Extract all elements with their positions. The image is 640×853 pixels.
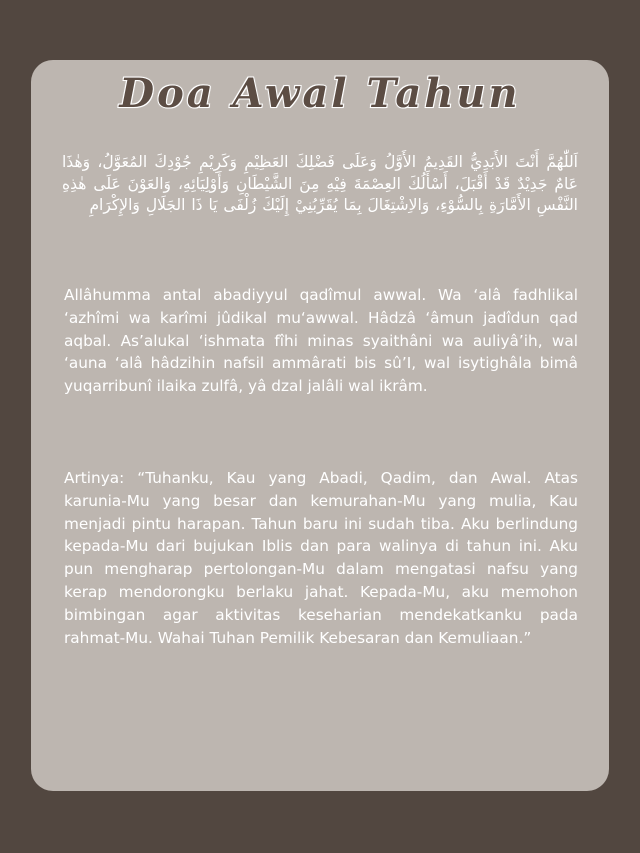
translation-paragraph: Artinya: “Tuhanku, Kau yang Abadi, Qadim, dan Awal. Atas karunia-Mu yang besar dan kemurahan-Mu yang mulia, Kau menjadi pintu harapan. Tahun baru ini sudah tiba. Aku berlindung kepada-Mu dari bujukan Iblis dan para walinya di tahun ini. Aku pun mengharap pertolongan-Mu dalam mengatasi nafsu yang kerap mendorongku berlaku jahat. Kepada-Mu, aku memohon bimbingan agar aktivitas keseharian mendekatkanku pada rahmat-Mu. Wahai Tuhan Pemilik Kebesaran dan Kemuliaan.” <box>64 469 578 647</box>
transliteration-paragraph: Allâhumma antal abadiyyul qadîmul awwal. Wa ‘alâ fadhlikal ‘azhîmi wa karîmi jûdikal mu‘awwal. Hâdzâ ‘âmun jadîdun qad aqbal. As’alukal ‘ishmata fîhi minas syaithâni wa auliyâ’ih, wal ‘auna ‘alâ hâdzihin nafsil ammârati bis sû’I, wal isytighâla bimâ yuqarribunî ilaika zulfâ, yâ dzal jalâli wal ikrâm. <box>64 286 578 396</box>
page-title: Doa Awal Tahun <box>119 70 521 117</box>
arabic-prayer-text: اَللّٰهُمَّ أَنْتَ الأَبَدِيُّ القَدِيمُ الأَوَّلُ وَعَلَى فَضْلِكَ العَظِيْمِ وَكَرِيْمِ جُوْدِكَ المُعَوَّلُ، وَهٰذَا عَامٌ جَدِيْدٌ قَدْ أَقْبَلَ، أَسْأَلُكَ العِصْمَةَ فِيْهِ مِنَ الشَّيْطَانِ وَأَوْلِيَائِهِ، وَالعَوْنَ عَلَى هٰذِهِ النَّفْسِ الأَمَّارَةِ بِالسُّوْءِ، وَالاِشْتِغَالَ بِمَا يُقَرِّبُنِيْ إِلَيْكَ زُلْفَى يَا ذَا الجَلَالِ وَالإِكْرَامِ <box>62 153 578 214</box>
